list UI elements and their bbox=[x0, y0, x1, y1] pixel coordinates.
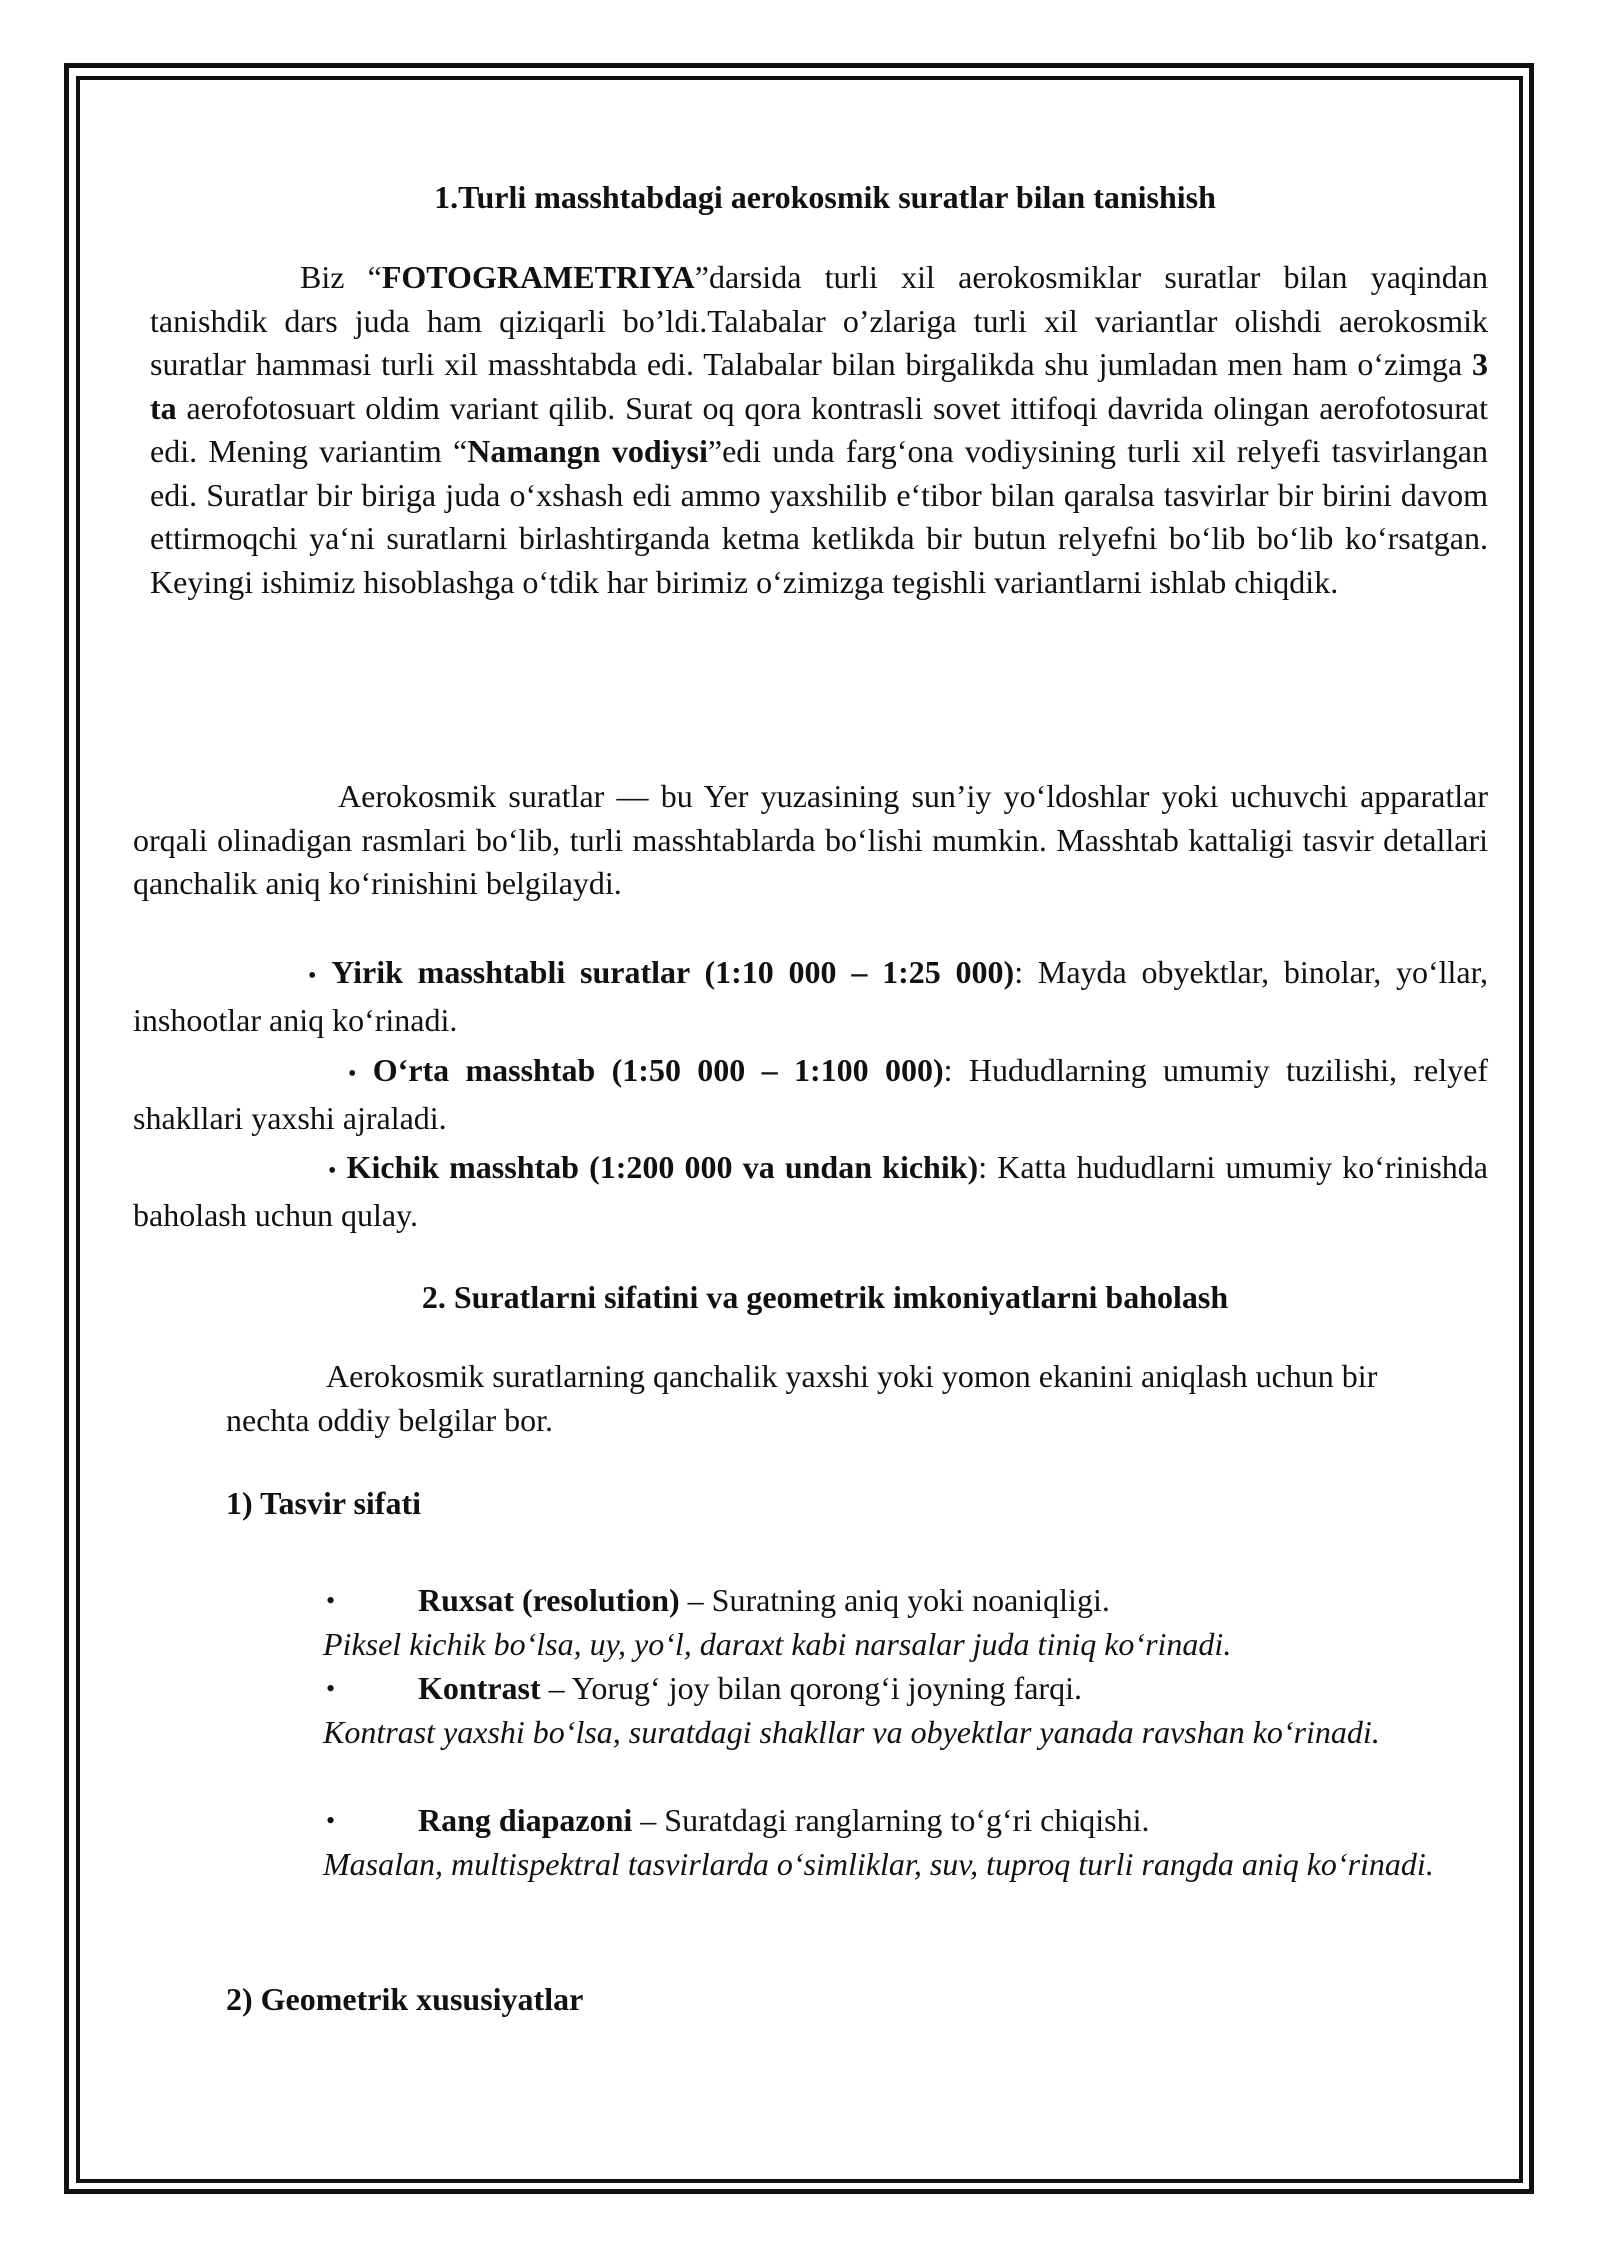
quality-item-color-range-note: Masalan, multispektral tasvirlarda o‘simliklar, suv, tuproq turli rangda aniq ko‘rinadi. bbox=[323, 1846, 1434, 1882]
paragraph-quality-intro: Aerokosmik suratlarning qanchalik yaxshi yoki yomon ekanini aniqlash uchun bir nechta oddiy belgilar bor. bbox=[226, 1358, 1378, 1438]
section-heading-2: 2. Suratlarni sifatini va geometrik imkoniyatlarni baholash bbox=[421, 1279, 1229, 1315]
scale-item-large bbox=[133, 951, 1488, 1042]
scale-item-medium-text: : Hududlarning umumiy tuzilishi, relyef shakllari yaxshi ajraladi. bbox=[133, 1052, 1489, 1136]
paragraph-intro-bold-subject: FOTOGRAMETRIYA bbox=[381, 259, 695, 295]
subheading-geometric-properties: 2) Geometrik xususiyatlar bbox=[226, 1981, 584, 2017]
paragraph-intro-text-2: ”darsida turli xil aerokosmiklar suratlar bilan yaqindan tanishdik dars juda ham qiziqarli bo’ldi.Talabalar o’zlariga turli xil variantlar olishdi aerokosmik suratlar hammasi turli xil masshtabda edi. Talabalar bilan birgalikda shu jumladan men ham o‘zimga bbox=[150, 259, 1488, 382]
quality-item-resolution-note: Piksel kichik bo‘lsa, uy, yo‘l, daraxt kabi narsalar juda tiniq ko‘rinadi. bbox=[323, 1626, 1232, 1662]
quality-item-contrast-note: Kontrast yaxshi bo‘lsa, suratdagi shakllar va obyektlar yanada ravshan ko‘rinadi. bbox=[323, 1714, 1380, 1750]
scale-item-small-text: : Katta hududlarni umumiy ko‘rinishda baholash uchun qulay. bbox=[133, 1149, 1489, 1233]
paragraph-intro bbox=[150, 256, 1488, 604]
bullet: • bbox=[326, 1586, 336, 1615]
paragraph-intro-bold-count: 3 ta bbox=[150, 346, 1488, 426]
paragraph-intro-text-3: aerofotosuart oldim variant qilib. Surat oq qora kontrasli sovet ittifoqi davrida olingan aerofotosurat edi. Mening variantim “ bbox=[150, 389, 1488, 469]
quality-item-color-range bbox=[418, 1799, 1150, 1843]
scale-item-large-text: : Mayda obyektlar, binolar, yo‘llar, inshootlar aniq ko‘rinadi. bbox=[133, 954, 1489, 1038]
quality-item-color-range-text: – Suratdagi ranglarning to‘g‘ri chiqishi. bbox=[632, 1802, 1150, 1838]
bullet: • bbox=[348, 1061, 357, 1087]
section-heading-1: 1.Turli masshtabdagi aerokosmik suratlar bilan tanishish bbox=[434, 179, 1216, 215]
scale-item-small-title: Kichik masshtab (1:200 000 va undan kichik) bbox=[346, 1149, 979, 1185]
quality-item-resolution-text: – Suratning aniq yoki noaniqligi. bbox=[679, 1582, 1110, 1618]
bullet: • bbox=[308, 963, 317, 989]
scale-item-medium bbox=[133, 1049, 1488, 1140]
quality-item-resolution-title: Ruxsat (resolution) bbox=[418, 1582, 680, 1618]
scale-item-small bbox=[133, 1146, 1488, 1237]
quality-item-contrast bbox=[418, 1667, 1082, 1711]
paragraph-intro-bold-variant: Namangn vodiysi bbox=[467, 433, 708, 469]
bullet: • bbox=[328, 1158, 337, 1184]
quality-item-contrast-text: – Yorug‘ joy bilan qorong‘i joyning farqi. bbox=[540, 1670, 1082, 1706]
paragraph-intro-text-1: Biz “ bbox=[300, 259, 382, 295]
paragraph-intro-text-4: ”edi unda farg‘ona vodiysining turli xil relyefi tasvirlangan edi. Suratlar bir biriga juda o‘xshash edi ammo yaxshilib e‘tibor bilan qaralsa tasvirlar bir birini davom ettirmoqchi ya‘ni suratlarni birlashtirganda ketma ketlikda bir butun relyefni bo‘lib bo‘lib ko‘rsatgan. Keyingi ishimiz hisoblashga o‘tdik har birimiz o‘zimizga tegishli variantlarni ishlab chiqdik. bbox=[150, 433, 1489, 600]
bullet: • bbox=[326, 1674, 336, 1703]
bullet: • bbox=[326, 1806, 336, 1835]
paragraph-definition: Aerokosmik suratlar — bu Yer yuzasining sun’iy yo‘ldoshlar yoki uchuvchi apparatlar orqali olinadigan rasmlari bo‘lib, turli masshtablarda bo‘lishi mumkin. Masshtab kattaligi tasvir detallari qanchalik aniq ko‘rinishini belgilaydi. bbox=[133, 778, 1488, 901]
subheading-image-quality: 1) Tasvir sifati bbox=[226, 1485, 421, 1521]
quality-item-resolution bbox=[418, 1579, 1110, 1623]
quality-item-contrast-title: Kontrast bbox=[418, 1670, 541, 1706]
scale-item-large-title: Yirik masshtabli suratlar (1:10 000 – 1:25 000) bbox=[331, 954, 1015, 990]
scale-item-medium-title: O‘rta masshtab (1:50 000 – 1:100 000) bbox=[372, 1052, 944, 1088]
quality-item-color-range-title: Rang diapazoni bbox=[418, 1802, 633, 1838]
